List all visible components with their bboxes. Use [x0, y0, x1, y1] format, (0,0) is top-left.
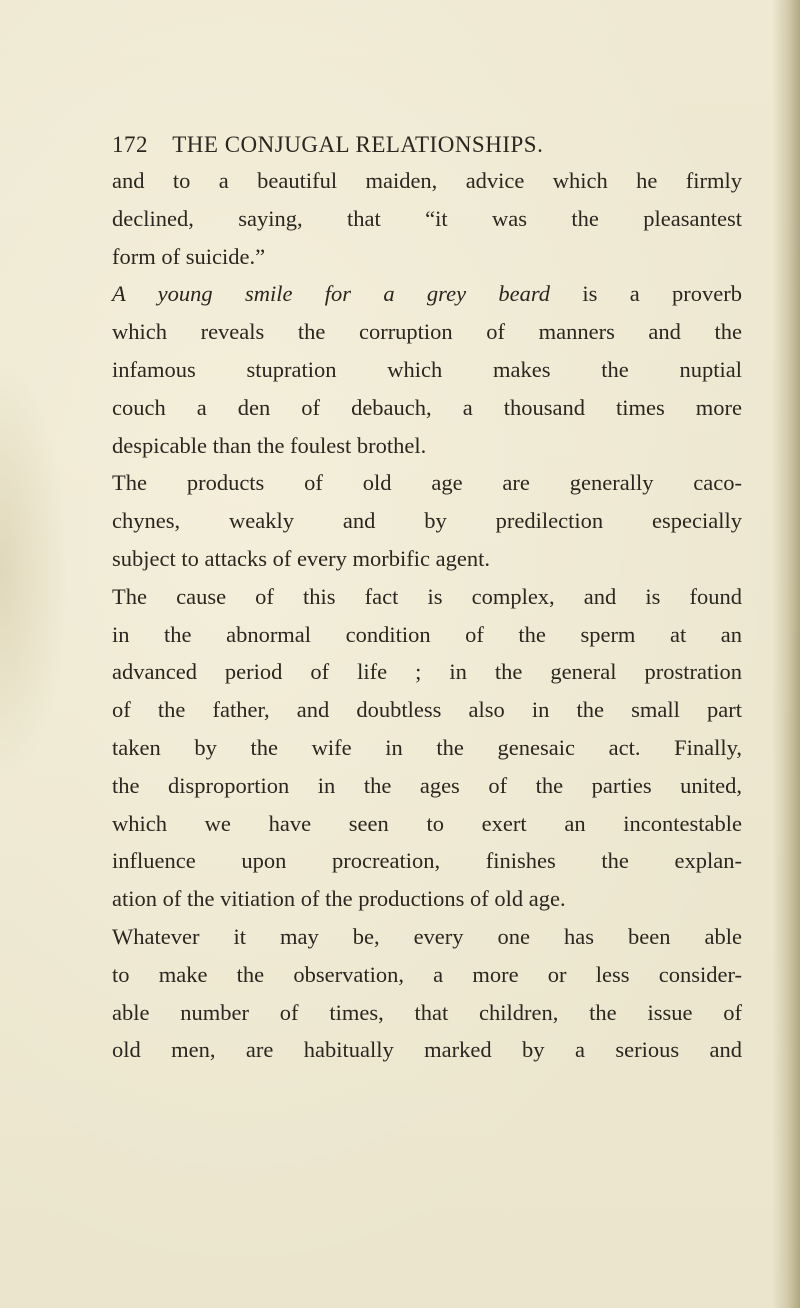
text-line: Whatever it may be, every one has been able [112, 923, 742, 949]
text-line: form of suicide.” [112, 243, 266, 269]
text-line: couch a den of debauch, a thousand times more [112, 394, 742, 420]
text-line: infamous stupration which makes the nuptial [112, 356, 742, 382]
text-line: The products of old age are generally caco- [112, 470, 742, 496]
text-line: chynes, weakly and by predilection especially [112, 508, 742, 534]
body-text [112, 162, 742, 1069]
text-line: in the abnormal condition of the sperm at an [112, 621, 742, 647]
text-line: subject to attacks of every morbific agent. [112, 545, 490, 571]
text-line: able number of times, that children, the issue of [112, 999, 742, 1025]
text-line: The cause of this fact is complex, and is found [112, 583, 742, 609]
text-line: which we have seen to exert an incontestable [112, 810, 742, 836]
text-line: and to a beautiful maiden, advice which he firmly [112, 168, 742, 193]
page-number: 172 [112, 132, 148, 157]
text-line: the disproportion in the ages of the parties united, [112, 772, 742, 798]
text-line: advanced period of life ; in the general prostration [112, 659, 742, 685]
text-line: ation of the vitiation of the productions of old age. [112, 886, 566, 912]
text-line: old men, are habitually marked by a serious and [112, 1037, 742, 1063]
text-line: which reveals the corruption of manners and the [112, 319, 742, 345]
text-line: influence upon procreation, finishes the explan- [112, 848, 742, 874]
running-head [112, 132, 672, 162]
text-line: of the father, and doubtless also in the small part [112, 697, 742, 723]
text-line: taken by the wife in the genesaic act. Finally, [112, 734, 742, 760]
text-line: A young smile for a grey beard is a proverb [112, 281, 742, 307]
page-edge-shadow [772, 0, 800, 1308]
italic-phrase: A young smile for a grey beard [112, 281, 551, 307]
running-title: THE CONJUGAL RELATIONSHIPS. [172, 132, 544, 157]
text-line: declined, saying, that “it was the pleasantest [112, 205, 742, 231]
text-line: despicable than the foulest brothel. [112, 432, 427, 458]
text-line: to make the observation, a more or less consider- [112, 961, 742, 987]
paper-stain [0, 360, 70, 780]
